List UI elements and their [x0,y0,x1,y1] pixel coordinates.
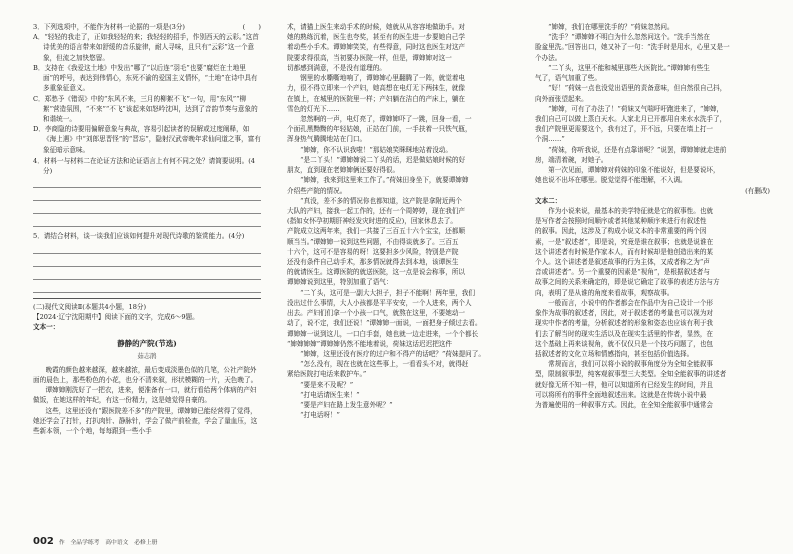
page-footer [33,534,157,550]
question-5: 5．请结合材料，谈一谈我们应该如何提升对现代诗歌的鉴赏能力。(4分) [33,232,245,241]
paragraph: 这些，这里还没有“跟医院差不多”的产院里，谭婶婶已能经营得了觉得，她还学会了打针，打扒肉针、静脉针，学会了做产前检查，学会了量血压，这些新本领，一个个地，每每跟到一些小手 [33,406,258,436]
text-line: “要是产妇在路上发生意外呢？” [287,401,393,410]
text-line: 常规而言，我们可以将小说的叙事角度分为全知全能叙事 [535,360,714,369]
text-line: 向，表明了是从谁的角度来看故事，观察故事。 [535,288,674,297]
text-line: 在镇上，在城里的医院里一样；产妇躺在洁白的产床上，躺在 [287,94,466,103]
series-title: 作 全品学练考 高中语文 必修上册 [58,539,158,546]
text-line: “婶婶婶婶”谭婶婶仍然不能地着说，荷妹这话迟迟把这件 [287,339,452,348]
text-line: 产院成立这两年来，我们一共接了三百五十六个宝宝，还都顺 [287,227,466,236]
section-2-source: 【2024·辽宁沈阳期中】阅读下面的文字，完成6～9题。 [33,312,199,321]
text-line: 的就请医生。这谭医院的就送医院，这一点是说会称事，所以 [287,268,466,277]
text-line: 们去了解当时的现实生活以及在现实生活里的作者，显然，在 [535,329,714,338]
text-line: 动了，说不定，我们还说！”谭婶婶一面说，一面把身子倾过去看。 [287,319,482,328]
text-line: 这个讲述者有时候是作家本人，而有时候却是他创造出来的某 [535,247,714,256]
text-line: “婶婶，你不认识我啦！”那姑娘笑眯眯地站着没动。 [287,145,452,154]
text-line: 作为小说来说，最基本的美学特征就是它的叙事性。也就 [535,206,714,215]
text-line: 我们产院里更需要这个，我有过了，开不远，只要在墙上打一 [535,125,714,134]
text-line: 她的熟练沉着，医生也夸奖，甚至有的医生进一步要她自己学 [287,33,466,42]
text-line: “洗手？”谭婶婶不明白为什么忽然问这个。“洗手当然在 [535,33,710,42]
text-line: “二丫头，这里不能和城里那些大医院比。”谭婶婶有些生 [535,63,710,72]
text-line: 房，端清着碗，对她子。 [535,155,608,164]
text-line: 雪色的灯光下…… [287,104,340,113]
text-line: 脸盆里洗。”回答出口，她又补了一句：“洗手时是用水，心里又是一 [535,43,730,52]
text-line: 型，限制叙事型，纯客观叙事型三大类型。全知全能叙事的讲述者 [535,370,727,379]
text-line: 顺当当。”谭婶婶一说到这些问题，不由得谈就多了。三百五 [287,237,459,246]
text-line: 是写作者会按照时间顺序或者其他某种顺序来进行有叙述性 [535,217,707,226]
answer-line[interactable] [33,176,261,188]
text-line: 大队的产妇，接我一起工作的，还有一个周婷婷，现在我们产 [287,206,466,215]
text-line: 谭婶婶一说到这儿，一口白手套，她也就一边走进来，一个个都长 [287,329,479,338]
question-3-paren: ( ) [242,23,261,31]
text-line: “婶婶，我们在哪里洗手的？”荷妹忽然问。 [535,23,674,31]
text-line: 个面孔黑黝黝的年轻姑娘，正站在门前，一手扶着一只铁气瓶， [287,125,472,134]
paragraph: 谭婶婶刚洗好了一把衣，进来，便准备有一口，就行看给两个体病的产妇做饭，在她这样的年纪，有这一份精力，这是她觉得自豪的。 [33,386,257,405]
answer-line[interactable] [33,242,261,254]
text-1-label: 文本一： [33,322,60,331]
option-a: A．“轻轻的我走了，正如我轻轻的来；我轻轻的招手，作别西天的云彩。”这首诗优美的语言带来如舒缓的音乐旋律，耐人寻味，且只有“云彩”这一个意象，但流之加快悠留。 [33,33,259,62]
column-right [535,22,770,410]
answer-line[interactable] [33,189,261,201]
text-line: 素，一是“叙述者”，即是说，究竟是谁在叙事；也就是说谁在 [535,237,714,246]
text-line: 谭婶婶说到这里，特别加重了语气： [287,278,393,287]
answer-area-q4[interactable] [33,176,261,227]
answer-line[interactable] [33,215,261,227]
text-line: “婶婶，这里还没有医疗的过户和不得产的话吧？”荷妹提问了。 [287,350,485,358]
answer-area-q5[interactable] [33,242,261,293]
column-middle [287,22,515,421]
text-line: (指如女怀孕初期肝神经发灾时进的反应)，回家休息去了。 [287,217,457,226]
option-d: D．李商隐的诗要用偏解意象与典故，容易引起读者的误解或过度阐释，如《海上遇》中“刘郎思晋怪”的“晋忘”，隐射汉武帝晚年求仙问道之事，富有象征暗示意味。 [33,125,261,154]
text-line: 朋友，直到现在老婶婶俩还要好得很。 [287,166,400,175]
article-title: 静静的产院(节选) [117,339,177,349]
text-line: 浑身热气腾腾地站在门口。 [287,135,367,144]
text-line: “二丫头，这可是一副大大担子，担子不能啊！两年里，我们 [287,288,475,297]
text-line: 紧给医院打电话来救护车。” [287,370,367,379]
text-line: “是二丫头！”谭婶婶说二丫头的话，迟是做姑娘时候的好 [287,155,466,164]
text-line: 个洞……” [535,135,565,144]
text-line: “真没，差不多的情况你也都知道，这产院是拿附近两个 [287,196,462,205]
page-number: 002 [33,535,54,547]
text-line: “荷妹，你听我说，还是有点靠谱呢？”说罢，谭婶婶就走进前 [535,145,727,154]
text-line: 为普遍使用的一种叙事方式。因此，在全知全能叙事中通常会 [535,401,714,410]
text-line: 象作为故事的叙述者，因此，对于叙述者的考量也可以视为对 [535,309,714,318]
text-line: 这个基础上再来谈视角，就不仅仅只是一个技巧问题了，也包 [535,339,714,348]
text-2-label: 文本二： [535,196,562,205]
option-b: B．支持在《我爱这土地》中发出“哪了”以后连“羽毛”也要“腐烂在土地里面”的呼号，表达到伟情心，东死不渝的爱国主义情怀，“土地”在诗中具有多重象征意义。 [33,63,258,93]
text-line: 我们自己可以做上蒸白天水。人家北月已开都用自来水水洗手了， [535,114,727,123]
text-line: 忽然啊的一声，电灯亮了，谭婶婶吓了一跳，回身一看，一 [287,114,472,123]
text-line: “婶婶，我来到这里来工作了。”荷妹田身坐下，就要谭婶婶 [287,176,469,185]
text-line: 出去。产妇们们拿一个小孩一口气，就熬在这里，不要她动一 [287,309,466,318]
edit-note: (有删改) [745,186,770,195]
text-2-body [535,206,770,410]
text-line: 第一次见面，谭婶婶对荷妹的印象不能说好，但是要说坏， [535,166,720,175]
text-line: 就好像无所不知一样，他可以知道所有已经发生的时间，并且 [535,380,714,389]
section-divider [33,298,261,299]
text-1-continuation [535,22,770,186]
text-line: 现实中作者的考量，分析叙述者的形象和姿态也应该有利于我 [535,319,714,328]
option-c: C．郑愁予《错误》中的“东风不来，三月的柳絮不飞”一句，用“东风”“柳絮”营造氛围，“不来”“不飞”该起来如怒吟沈叫，达到了音韵节奏与意象的和谐统一。 [33,94,258,123]
question-4: 4．材料一与材料二在论证方法和论证语言上有何不同之处？请简要说明。(4分) [33,156,255,176]
text-line: “打电话呀！” [287,411,340,420]
text-line: 括叙述者的文化立场和情感指向，甚至包括价值选择。 [535,350,694,358]
column-left [33,22,261,436]
text-line: 一般而言，小说中的作者都会在作品中为自己设计一个形 [535,298,714,307]
text-line: “要是来不及呢？” [287,380,354,389]
text-line: 个办法。 [535,53,562,62]
section-2-heading: (二)现代文阅读Ⅱ(本题共4小题，18分) [33,302,147,311]
text-line: 的叙事。因此，这涉及了构成小说文本的非常重要的两个因 [535,227,707,236]
text-line: “打电话请医生来！” [287,390,360,399]
text-line: 术，请猫上医生来动手术的时候，她就从从容容地做助手。对 [287,23,466,31]
question-3-text: 3．下列选项中，不能作为材料一论据的一项是(3分) [33,23,186,31]
text-line: 可以将所有的事件全面地叙述出来。这就是在传统小说中最 [535,390,707,399]
answer-line[interactable] [33,281,261,293]
text-line: 十六个，这可不是容易的呀！这要担多少风险，特别是产院 [287,247,459,256]
text-line: “婶婶，可有了办法了！”荷妹又气喘吁吁跑进来了，“婶婶， [535,104,724,113]
text-line: 还没有条件自己动手术，那多情况就得去到本地，该谭医生 [287,258,459,267]
question-3-header [33,22,261,32]
text-line: 切都感到满意，不是没有道理的。 [287,63,386,72]
paragraph: 晚霞的颜色越来越深，越来越浓，最后变成淡墨色似的几笔，公社产院外面的晨色上，那些粉色的小花，也分不清来叙，形状模糊的一片，天色晚了。 [33,365,258,384]
text-line: 介绍些产院的情况。 [287,186,347,195]
text-line: “好！”荷妹一点也没觉出语里的责备意味，但自然很自己抖， [535,84,727,93]
text-line: 故事之间的关系来确定的，即是说它确定了故事的表述方法与方 [535,278,720,287]
text-line: 着动些小手术。谭婶婶笑笑，有些得意，同时这也医生对这产 [287,43,466,52]
text-line: 钢里的水嘶嘶地响了，谭婶婶心里翻腾了一阵，就觉着电 [287,74,466,83]
text-line: 气了，语气加重了些。 [535,74,601,83]
text-line: 院要求得很高，当初要办医院一样，但是，谭婶婶对这一 [287,53,452,62]
answer-line[interactable] [33,268,261,280]
text-line: 没出过什么事情，大人小孩都是平平安安，一个人进来，两个人 [287,298,472,307]
text-line: 力，很不得立即来一个产妇，她高想在电灯无下两抹生，就像 [287,84,466,93]
text-line: 她也说不出坏在哪里。脱觉觉得不能理解，不入调。 [535,176,687,185]
text-line: 音或讲述者”。另一个重要的因素是“视角”，是根据叙述者与 [535,268,710,277]
article-author: 茹志鹃 [137,351,157,360]
text-line: “怎么没有，现在也就在这些事上，一看看头不对，就得赶 [287,360,469,369]
text-line: 向外面张望起来。 [535,94,588,103]
answer-line[interactable] [33,255,261,267]
text-line: 个人。这个讲述者是叙述故事的行为主体，又成者称之为“声 [535,258,710,267]
answer-line[interactable] [33,202,261,214]
